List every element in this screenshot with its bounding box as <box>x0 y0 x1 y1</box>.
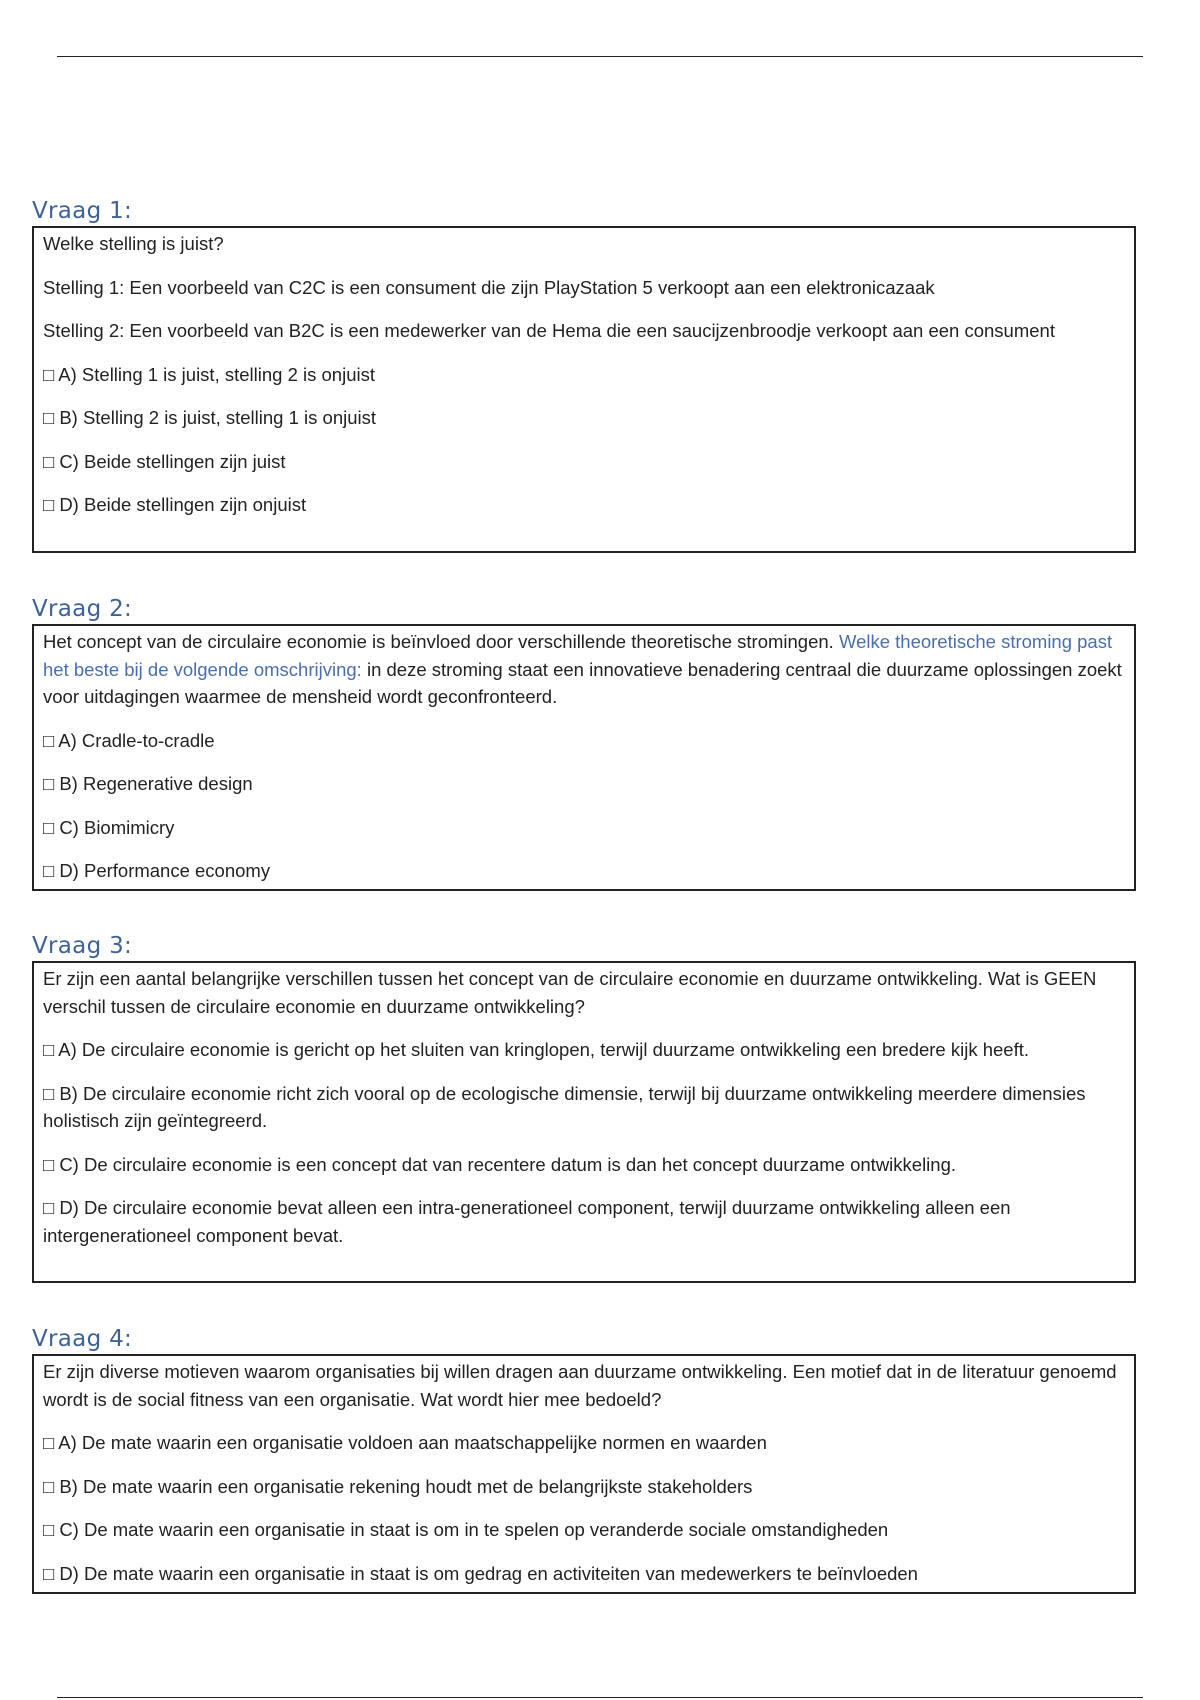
question-title: Vraag 3: <box>32 933 133 959</box>
question-title: Vraag 4: <box>32 1326 133 1352</box>
option-c[interactable]: □ C) Beide stellingen zijn juist <box>43 450 286 472</box>
option-c[interactable]: □ C) De circulaire economie is een concept dat van recentere datum is dan het concept duurzame ontwikkeling. <box>43 1153 957 1175</box>
question-2 <box>32 595 1136 891</box>
footer-rule <box>57 1697 1143 1698</box>
question-title: Vraag 2: <box>32 596 133 622</box>
option-a[interactable]: □ A) De circulaire economie is gericht op het sluiten van kringlopen, terwijl duurzame ontwikkeling een bredere kijk heeft. <box>43 1039 1030 1060</box>
option-d[interactable]: □ D) De circulaire economie bevat alleen een intra-generationeel component, terwijl duurzame ontwikkeling alleen een intergenerationeel component bevat. <box>43 1197 1011 1246</box>
option-d[interactable]: □ D) Beide stellingen zijn onjuist <box>43 494 307 515</box>
question-box <box>32 226 1136 553</box>
option-a[interactable]: □ A) Cradle-to-cradle <box>43 729 215 751</box>
question-box <box>32 1354 1136 1594</box>
question-prompt: Welke stelling is juist? <box>43 233 224 254</box>
question-4 <box>32 1325 1136 1594</box>
option-a[interactable]: □ A) Stelling 1 is juist, stelling 2 is onjuist <box>43 363 375 385</box>
question-box <box>32 961 1136 1283</box>
option-d[interactable]: □ D) De mate waarin een organisatie in staat is om gedrag en activiteiten van medewerkers te beïnvloeden <box>43 1562 918 1584</box>
option-c[interactable]: □ C) Biomimicry <box>43 816 175 838</box>
question-1 <box>32 197 1136 553</box>
prompt-intro: Het concept van de circulaire economie is beïnvloed door verschillende theoretische stromingen. <box>43 631 839 652</box>
statement-1: Stelling 1: Een voorbeeld van C2C is een consument die zijn PlayStation 5 verkoopt aan een elektronicazaak <box>43 276 935 298</box>
prompt-description: in deze stroming staat een innovatieve benadering centraal die duurzame oplossingen zoekt voor uitdagingen waarmee de mensheid wordt geconfronteerd. <box>43 658 1122 707</box>
option-c[interactable]: □ C) De mate waarin een organisatie in staat is om in te spelen op veranderde sociale omstandigheden <box>43 1519 889 1540</box>
option-b[interactable]: □ B) De mate waarin een organisatie rekening houdt met de belangrijkste stakeholders <box>43 1475 753 1497</box>
option-b[interactable]: □ B) Regenerative design <box>43 773 253 794</box>
option-a[interactable]: □ A) De mate waarin een organisatie voldoen aan maatschappelijke normen en waarden <box>43 1432 767 1453</box>
prompt-highlight: Welke theoretische stroming past het beste bij de volgende omschrijving: <box>43 631 1113 680</box>
option-d[interactable]: □ D) Performance economy <box>43 860 271 881</box>
question-title: Vraag 1: <box>32 198 133 224</box>
option-b[interactable]: □ B) De circulaire economie richt zich vooral op de ecologische dimensie, terwijl bij duurzame ontwikkeling meerdere dimensies holistisch zijn geïntegreerd. <box>43 1082 1086 1131</box>
question-prompt <box>43 628 1125 711</box>
question-box <box>32 624 1136 891</box>
header-rule <box>57 56 1143 57</box>
question-3 <box>32 932 1136 1283</box>
option-b[interactable]: □ B) Stelling 2 is juist, stelling 1 is onjuist <box>43 407 377 428</box>
question-prompt: Er zijn diverse motieven waarom organisaties bij willen dragen aan duurzame ontwikkeling. Een motief dat in de literatuur genoemd wordt is de social fitness van een organisatie. Wat wordt hier mee bedoeld? <box>43 1361 1117 1410</box>
statement-2: Stelling 2: Een voorbeeld van B2C is een medewerker van de Hema die een saucijzenbroodje verkoopt aan een consument <box>43 320 1055 341</box>
question-prompt: Er zijn een aantal belangrijke verschillen tussen het concept van de circulaire economie en duurzame ontwikkeling. Wat is GEEN verschil tussen de circulaire economie en duurzame ontwikkeling? <box>43 968 1097 1017</box>
